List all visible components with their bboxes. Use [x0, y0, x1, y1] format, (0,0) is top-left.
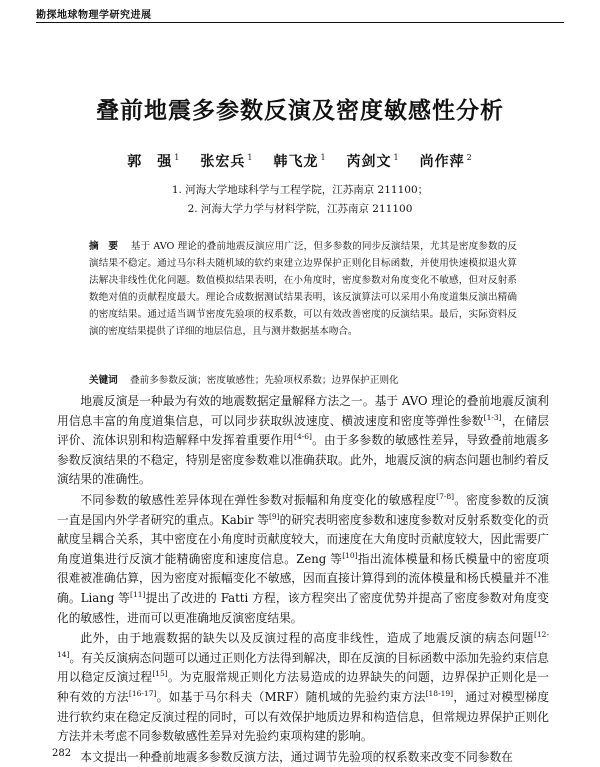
citation: [16-17] [128, 689, 157, 699]
header-rule [36, 22, 564, 23]
text-segment: 提出了改进的 Fatti 方程，该方程突出了密度优势并提高了密度参数对角度变化的敏感性，进而可以更准确地反演密度结果。 [57, 590, 549, 625]
author-affiliation-mark: 2 [466, 153, 473, 163]
text-segment: 。密度参数的反演一直是国内外学者研究的重点。Kabir 等 [57, 492, 549, 527]
author [420, 154, 473, 170]
citation: [15] [152, 669, 168, 679]
body-paragraph [57, 748, 549, 767]
keywords [89, 372, 517, 389]
citation: [11] [130, 590, 146, 600]
author-name: 张宏兵 [200, 154, 246, 170]
author-list [0, 151, 600, 171]
author-name: 郭 强 [127, 154, 173, 170]
body-paragraph [57, 491, 549, 628]
text-segment: ，在储层评价、流体识别和构造解释中发挥着重要作用 [57, 413, 549, 448]
citation: [10] [342, 550, 358, 560]
page-number: 282 [52, 748, 72, 759]
text-segment: 。有关反演病态问题可以通过正则化方法得到解决，即在反演的目标函数中添加先验约束信息用以稳定反演过程 [57, 650, 549, 685]
citation: [12-14] [57, 630, 549, 659]
keywords-label: 关键词 [89, 375, 118, 386]
citation: [18-19] [425, 689, 454, 699]
citation: [9] [268, 511, 280, 521]
abstract [89, 238, 517, 340]
journal-header: 勘探地球物理学研究进展 [36, 10, 152, 21]
author [200, 154, 253, 170]
text-segment: 。由于多参数的敏感性差异，导致叠前地震多参数反演结果的不稳定，特别是密度参数难以准确获取。此外，地震反演的病态问题也制约着反演结果的准确性。 [57, 433, 549, 487]
author [273, 154, 326, 170]
author-affiliation-mark: 1 [320, 153, 327, 163]
author [347, 154, 400, 170]
author-affiliation-mark: 1 [393, 153, 400, 163]
keywords-text: 叠前多参数反演；密度敏感性；先验项权系数；边界保护正则化 [130, 375, 399, 386]
affiliation-2: 2. 河海大学力学与材料学院，江苏南京 211100 [187, 203, 413, 215]
text-segment: 本文提出一种叠前地震多参数反演方法，通过调节先验项的权系数来改变不同参数在 [80, 749, 513, 764]
text-segment: 地震反演是一种最为有效的地震数据定量解释方法之一。基于 AVO 理论的叠前地震反演利用信息丰富的角度道集信息，可以同步获取纵波速度、横波速度和密度等弹性参数 [57, 394, 549, 428]
text-segment: 不同参数的敏感性差异体现在弹性参数对振幅和角度变化的敏感程度 [80, 492, 437, 507]
citation: [7-8] [436, 492, 455, 502]
abstract-text: 基于 AVO 理论的叠前地震反演应用广泛，但多参数的同步反演结果，尤其是密度参数的反演结果不稳定。通过马尔科夫随机域的软约束建立边界保护正则化目标函数，并使用快速模拟退火算法解决非线性优化问题。数值模拟结果表明，在小角度时，密度参数对角度变化不敏感，但对反射系数绝对值的贡献程度最大。理论合成数据测试结果表明，该反演算法可以采用小角度道集反演出精确的密度结果。通过适当调节密度先验项的权系数，可以有效改善密度的反演结果。最后，实际资料反演的密度结果提供了详细的地层信息，且与测井数据基本吻合。 [89, 241, 518, 337]
author-name: 尚作萍 [419, 154, 465, 170]
text-segment: 此外，由于地震数据的缺失以及反演过程的高度非线性，造成了地震反演的病态问题 [80, 631, 534, 646]
author-affiliation-mark: 1 [174, 153, 181, 163]
text-segment: ，通过对模型梯度进行软约束在稳定反演过程的同时，可以有效保护地质边界和构造信息，但常规边界保护正则化方法并未考虑不同参数敏感性差异对先验约束项构建的影响。 [57, 689, 549, 744]
affiliation-1: 1. 河海大学地球科学与工程学院，江苏南京 211100； [171, 184, 429, 196]
author-affiliation-mark: 1 [247, 153, 254, 163]
text-segment: 指出流体模量和杨氏模量中的密度项很难被准确估算，因为密度对振幅变化不敏感，因而直接计算得到的流体模量和杨氏模量并不准确。Liang 等 [57, 551, 549, 605]
body-paragraph [57, 629, 549, 747]
author-name: 芮剑文 [346, 154, 392, 170]
author-name: 韩飞龙 [273, 154, 319, 170]
text-segment: 的研究表明密度参数和速度参数对反射系数变化的贡献度呈耦合关系，其中密度在小角度时贡献度较大，而速度在大角度时贡献度较大，因此需要广角度道集进行反演才能精确密度和速度信息。Zeng 等 [57, 512, 549, 566]
body-text [57, 392, 549, 767]
body-paragraph [57, 392, 549, 490]
abstract-label: 摘 要 [89, 241, 119, 252]
author [127, 154, 180, 170]
text-segment: 。如基于马尔科夫（MRF）随机域的先验约束方法 [156, 689, 426, 704]
citation: [1-3] [483, 412, 502, 422]
paper-title: 叠前地震多参数反演及密度敏感性分析 [96, 98, 504, 124]
text-segment: 。为克服常规正则化方法易造成的边界缺失的问题，边界保护正则化是一种有效的方法 [57, 670, 549, 704]
citation: [4-6] [294, 432, 312, 442]
